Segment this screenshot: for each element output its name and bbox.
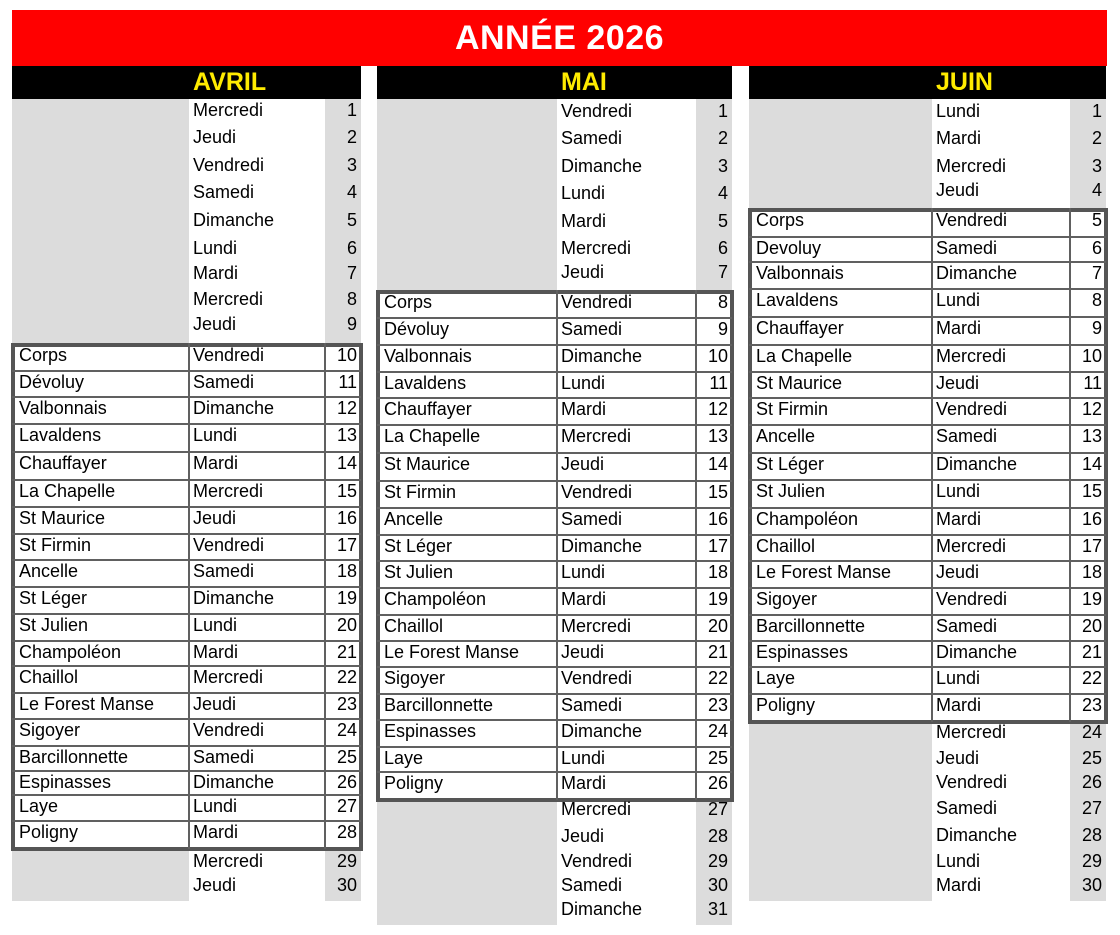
day-number: 18 — [1081, 562, 1102, 582]
day-number: 24 — [707, 721, 728, 741]
place-name: Laye — [19, 796, 59, 816]
day-name: Vendredi — [561, 482, 633, 502]
place-name: St Julien — [756, 481, 826, 501]
day-name: Mercredi — [561, 799, 632, 819]
day-name: Mercredi — [936, 346, 1007, 366]
place-name: Barcillonnette — [19, 747, 129, 767]
day-number: 15 — [336, 481, 357, 501]
day-number: 28 — [1081, 825, 1102, 845]
place-name: Corps — [756, 210, 805, 230]
day-number: 26 — [336, 772, 357, 792]
day-number: 11 — [1083, 373, 1102, 393]
place-name: Chauffayer — [756, 318, 844, 338]
day-name: Mardi — [936, 875, 982, 895]
day-number: 29 — [336, 851, 357, 871]
day-number: 1 — [346, 100, 357, 120]
day-name: Jeudi — [193, 127, 237, 147]
day-number: 11 — [709, 373, 728, 393]
day-name: Mardi — [561, 773, 607, 793]
day-name: Mardi — [936, 128, 982, 148]
grey-fill — [377, 800, 557, 925]
month-title: MAI — [561, 68, 607, 96]
place-name: Champoléon — [756, 509, 859, 529]
day-number: 15 — [1081, 481, 1102, 501]
place-name: La Chapelle — [756, 346, 853, 366]
place-name: Poligny — [756, 695, 816, 715]
day-name: Samedi — [193, 561, 255, 581]
place-name: Champoléon — [19, 642, 122, 662]
day-number: 15 — [707, 482, 728, 502]
grid-line — [556, 290, 558, 800]
day-number: 17 — [336, 535, 357, 555]
day-number: 28 — [707, 826, 728, 846]
day-name: Lundi — [193, 796, 238, 816]
day-name: Mercredi — [561, 238, 632, 258]
place-name: Chauffayer — [384, 399, 472, 419]
day-number: 2 — [346, 127, 357, 147]
place-name: Chaillol — [384, 616, 444, 636]
day-number: 8 — [1091, 290, 1102, 310]
day-number: 17 — [1081, 536, 1102, 556]
month-title: JUIN — [936, 68, 993, 96]
day-name: Lundi — [193, 238, 238, 258]
place-name: Lavaldens — [756, 290, 839, 310]
day-name: Vendredi — [936, 772, 1008, 792]
place-name: Sigoyer — [384, 668, 446, 688]
place-name: St Maurice — [384, 454, 471, 474]
day-name: Mercredi — [561, 426, 632, 446]
day-number: 13 — [707, 426, 728, 446]
day-number: 9 — [1091, 318, 1102, 338]
day-number: 27 — [1081, 798, 1102, 818]
day-name: Mercredi — [193, 851, 264, 871]
day-number: 7 — [717, 262, 728, 282]
day-number: 25 — [336, 747, 357, 767]
place-name: Champoléon — [384, 589, 487, 609]
day-name: Mardi — [193, 263, 239, 283]
day-name: Lundi — [936, 101, 981, 121]
day-number: 28 — [336, 822, 357, 842]
day-number: 25 — [1081, 748, 1102, 768]
place-name: Devoluy — [756, 238, 822, 258]
place-name: Espinasses — [384, 721, 477, 741]
place-name: Lavaldens — [384, 373, 467, 393]
day-name: Samedi — [936, 798, 998, 818]
day-name: Samedi — [561, 875, 623, 895]
place-name: Sigoyer — [19, 720, 81, 740]
place-name: Valbonnais — [756, 263, 844, 283]
day-name: Jeudi — [561, 262, 605, 282]
day-number: 13 — [1081, 426, 1102, 446]
day-name: Vendredi — [193, 155, 265, 175]
day-name: Mercredi — [936, 156, 1007, 176]
day-number: 10 — [336, 345, 357, 365]
place-name: Espinasses — [756, 642, 849, 662]
day-number: 30 — [336, 875, 357, 895]
grid-line — [188, 343, 190, 849]
place-name: Espinasses — [19, 772, 112, 792]
day-number: 11 — [338, 372, 357, 392]
place-name: Barcillonnette — [756, 616, 866, 636]
place-name: St Julien — [384, 562, 454, 582]
day-name: Samedi — [561, 319, 623, 339]
day-number: 20 — [336, 615, 357, 635]
day-name: Dimanche — [561, 156, 643, 176]
day-name: Dimanche — [936, 642, 1018, 662]
day-name: Lundi — [561, 748, 606, 768]
grey-fill — [12, 99, 189, 343]
place-name: Poligny — [384, 773, 444, 793]
place-name: Barcillonnette — [384, 695, 494, 715]
day-name: Lundi — [561, 183, 606, 203]
place-name: Le Forest Manse — [384, 642, 520, 662]
day-name: Samedi — [193, 182, 255, 202]
place-name: Ancelle — [756, 426, 816, 446]
day-number: 2 — [1091, 128, 1102, 148]
day-name: Vendredi — [193, 720, 265, 740]
place-name: Laye — [384, 748, 424, 768]
day-number: 26 — [707, 773, 728, 793]
place-name: St Maurice — [19, 508, 106, 528]
day-number: 4 — [346, 182, 357, 202]
place-name: Poligny — [19, 822, 79, 842]
day-name: Mercredi — [193, 100, 264, 120]
day-number: 16 — [336, 508, 357, 528]
day-name: Dimanche — [936, 454, 1018, 474]
day-number: 23 — [336, 694, 357, 714]
place-name: La Chapelle — [19, 481, 116, 501]
day-number: 19 — [1081, 589, 1102, 609]
day-name: Samedi — [936, 426, 998, 446]
day-number: 1 — [1091, 101, 1102, 121]
day-name: Dimanche — [936, 263, 1018, 283]
day-name: Lundi — [193, 615, 238, 635]
day-number: 21 — [1081, 642, 1102, 662]
month-title: AVRIL — [193, 68, 267, 96]
day-name: Jeudi — [561, 826, 605, 846]
day-number: 8 — [346, 289, 357, 309]
day-name: Mardi — [561, 589, 607, 609]
day-number: 30 — [1081, 875, 1102, 895]
day-number: 12 — [707, 399, 728, 419]
day-number: 3 — [346, 155, 357, 175]
place-name: Sigoyer — [756, 589, 818, 609]
day-number: 22 — [336, 667, 357, 687]
day-number: 12 — [336, 398, 357, 418]
place-name: Corps — [384, 292, 433, 312]
place-name: St Firmin — [19, 535, 91, 555]
day-name: Jeudi — [193, 314, 237, 334]
grey-fill — [12, 849, 189, 901]
day-name: Jeudi — [193, 508, 237, 528]
day-number: 24 — [1081, 722, 1102, 742]
grid-line — [931, 208, 933, 722]
day-number: 14 — [1081, 454, 1102, 474]
day-name: Dimanche — [561, 899, 643, 919]
place-name: Dévoluy — [19, 372, 85, 392]
day-name: Dimanche — [193, 588, 275, 608]
day-number: 29 — [707, 851, 728, 871]
day-name: Lundi — [936, 851, 981, 871]
day-number: 20 — [1081, 616, 1102, 636]
day-number: 23 — [707, 695, 728, 715]
day-number: 5 — [717, 211, 728, 231]
day-number: 3 — [1091, 156, 1102, 176]
day-name: Vendredi — [936, 210, 1008, 230]
day-name: Mercredi — [193, 667, 264, 687]
grey-fill — [749, 99, 932, 208]
place-name: St Léger — [384, 536, 453, 556]
day-number: 8 — [717, 292, 728, 312]
day-name: Mardi — [936, 695, 982, 715]
day-number: 9 — [346, 314, 357, 334]
day-name: Mardi — [193, 822, 239, 842]
day-number: 14 — [707, 454, 728, 474]
day-name: Vendredi — [561, 292, 633, 312]
day-name: Jeudi — [936, 180, 980, 200]
day-number: 6 — [346, 238, 357, 258]
day-name: Mercredi — [561, 616, 632, 636]
day-number: 9 — [717, 319, 728, 339]
day-number: 6 — [717, 238, 728, 258]
day-number: 22 — [1081, 668, 1102, 688]
day-number: 16 — [1081, 509, 1102, 529]
day-name: Mardi — [193, 453, 239, 473]
day-number: 7 — [346, 263, 357, 283]
place-name: Laye — [756, 668, 796, 688]
day-number: 17 — [707, 536, 728, 556]
day-number: 6 — [1091, 238, 1102, 258]
day-name: Jeudi — [936, 373, 980, 393]
day-number: 3 — [717, 156, 728, 176]
day-number: 23 — [1081, 695, 1102, 715]
day-number: 29 — [1081, 851, 1102, 871]
grey-fill — [377, 99, 557, 290]
place-name: Chauffayer — [19, 453, 107, 473]
day-name: Samedi — [561, 128, 623, 148]
day-number: 5 — [346, 210, 357, 230]
grid-line — [377, 746, 732, 748]
day-name: Mercredi — [936, 536, 1007, 556]
day-name: Dimanche — [193, 210, 275, 230]
day-name: Dimanche — [561, 346, 643, 366]
day-name: Jeudi — [561, 642, 605, 662]
day-number: 7 — [1091, 263, 1102, 283]
day-name: Lundi — [936, 290, 981, 310]
day-name: Dimanche — [193, 772, 275, 792]
day-name: Vendredi — [561, 851, 633, 871]
day-number: 21 — [336, 642, 357, 662]
place-name: Ancelle — [384, 509, 444, 529]
day-number: 4 — [717, 183, 728, 203]
place-name: Corps — [19, 345, 68, 365]
day-number: 27 — [707, 799, 728, 819]
day-name: Samedi — [561, 509, 623, 529]
day-name: Vendredi — [193, 535, 265, 555]
place-name: Lavaldens — [19, 425, 102, 445]
day-number: 27 — [336, 796, 357, 816]
day-name: Jeudi — [193, 875, 237, 895]
day-name: Mardi — [936, 509, 982, 529]
place-name: Valbonnais — [19, 398, 107, 418]
day-number: 18 — [336, 561, 357, 581]
day-number: 19 — [336, 588, 357, 608]
day-name: Jeudi — [936, 562, 980, 582]
day-name: Vendredi — [936, 399, 1008, 419]
day-name: Mercredi — [193, 481, 264, 501]
page-title: ANNÉE 2026 — [12, 10, 1107, 66]
day-number: 2 — [717, 128, 728, 148]
day-name: Vendredi — [193, 345, 265, 365]
place-name: Le Forest Manse — [19, 694, 155, 714]
day-number: 21 — [707, 642, 728, 662]
day-name: Vendredi — [936, 589, 1008, 609]
day-name: Mardi — [561, 211, 607, 231]
day-name: Vendredi — [561, 101, 633, 121]
place-name: St Firmin — [756, 399, 828, 419]
place-name: Ancelle — [19, 561, 79, 581]
day-name: Dimanche — [561, 721, 643, 741]
day-name: Samedi — [193, 372, 255, 392]
day-name: Samedi — [561, 695, 623, 715]
day-number: 10 — [1081, 346, 1102, 366]
place-name: St Maurice — [756, 373, 843, 393]
day-number: 24 — [336, 720, 357, 740]
day-number: 18 — [707, 562, 728, 582]
day-number: 30 — [707, 875, 728, 895]
day-number: 5 — [1091, 210, 1102, 230]
day-number: 13 — [336, 425, 357, 445]
day-number: 16 — [707, 509, 728, 529]
place-name: Dévoluy — [384, 319, 450, 339]
place-name: St Léger — [19, 588, 88, 608]
day-number: 26 — [1081, 772, 1102, 792]
day-number: 31 — [707, 899, 728, 919]
day-name: Mercredi — [936, 722, 1007, 742]
day-name: Jeudi — [561, 454, 605, 474]
day-name: Dimanche — [936, 825, 1018, 845]
day-name: Lundi — [936, 668, 981, 688]
place-name: St Julien — [19, 615, 89, 635]
place-name: St Firmin — [384, 482, 456, 502]
place-name: Le Forest Manse — [756, 562, 892, 582]
day-number: 14 — [336, 453, 357, 473]
day-number: 10 — [707, 346, 728, 366]
grid-line — [749, 666, 1106, 668]
day-number: 20 — [707, 616, 728, 636]
grey-fill — [749, 722, 932, 901]
day-name: Lundi — [561, 373, 606, 393]
place-name: Valbonnais — [384, 346, 472, 366]
place-name: La Chapelle — [384, 426, 481, 446]
day-number: 4 — [1091, 180, 1102, 200]
day-name: Dimanche — [561, 536, 643, 556]
place-name: Chaillol — [756, 536, 816, 556]
day-name: Jeudi — [193, 694, 237, 714]
day-number: 12 — [1081, 399, 1102, 419]
day-name: Mercredi — [193, 289, 264, 309]
day-name: Lundi — [561, 562, 606, 582]
day-number: 25 — [707, 748, 728, 768]
day-name: Samedi — [936, 238, 998, 258]
day-name: Dimanche — [193, 398, 275, 418]
day-name: Jeudi — [936, 748, 980, 768]
day-name: Mardi — [936, 318, 982, 338]
day-name: Vendredi — [561, 668, 633, 688]
day-name: Lundi — [193, 425, 238, 445]
day-number: 22 — [707, 668, 728, 688]
day-name: Samedi — [193, 747, 255, 767]
place-name: Chaillol — [19, 667, 79, 687]
grid-line — [12, 794, 361, 796]
day-name: Lundi — [936, 481, 981, 501]
day-name: Samedi — [936, 616, 998, 636]
day-number: 19 — [707, 589, 728, 609]
day-name: Mardi — [193, 642, 239, 662]
day-number: 1 — [717, 101, 728, 121]
place-name: St Léger — [756, 454, 825, 474]
day-name: Mardi — [561, 399, 607, 419]
